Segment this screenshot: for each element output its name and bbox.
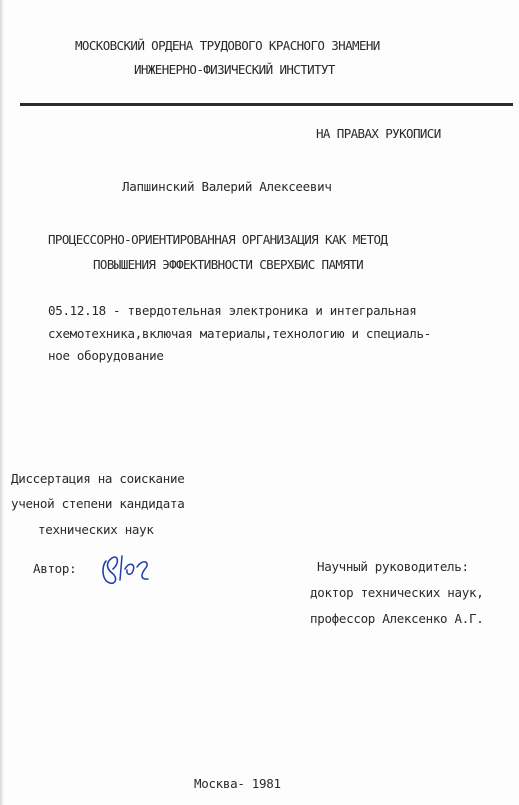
header-divider — [20, 103, 513, 106]
dissertation-line-3: технических наук — [38, 522, 154, 537]
supervisor-name: профессор Алексенко А.Г. — [310, 611, 484, 626]
supervisor-label: Научный руководитель: — [317, 559, 469, 574]
footer-city-year: Москва- 1981 — [194, 776, 281, 791]
author-name: Лапшинский Валерий Алексеевич — [122, 179, 332, 194]
dissertation-line-2: ученой степени кандидата — [11, 496, 185, 511]
supervisor-degree: доктор технических наук, — [310, 585, 484, 600]
institute-line-1: МОСКОВСКИЙ ОРДЕНА ТРУДОВОГО КРАСНОГО ЗНАМЕНИ — [75, 38, 380, 53]
specialty-line-2: схемотехника,включая материалы,технологию и специаль- — [48, 326, 431, 341]
specialty-line-3: ное оборудование — [48, 348, 164, 363]
author-label: Автор: — [33, 561, 77, 576]
dissertation-line-1: Диссертация на соискание — [11, 471, 185, 486]
specialty-line-1: 05.12.18 - твердотельная электроника и интегральная — [48, 303, 417, 318]
author-signature — [98, 547, 156, 591]
title-line-2: ПОВЫШЕНИЯ ЭФФЕКТИВНОСТИ СВЕРХБИС ПАМЯТИ — [93, 257, 364, 272]
rights-notice: НА ПРАВАХ РУКОПИСИ — [316, 126, 441, 141]
institute-line-2: ИНЖЕНЕРНО-ФИЗИЧЕСКИЙ ИНСТИТУТ — [134, 62, 335, 77]
title-line-1: ПРОЦЕССОРНО-ОРИЕНТИРОВАННАЯ ОРГАНИЗАЦИЯ КАК МЕТОД — [48, 232, 388, 247]
scan-edge-shadow — [0, 0, 4, 805]
